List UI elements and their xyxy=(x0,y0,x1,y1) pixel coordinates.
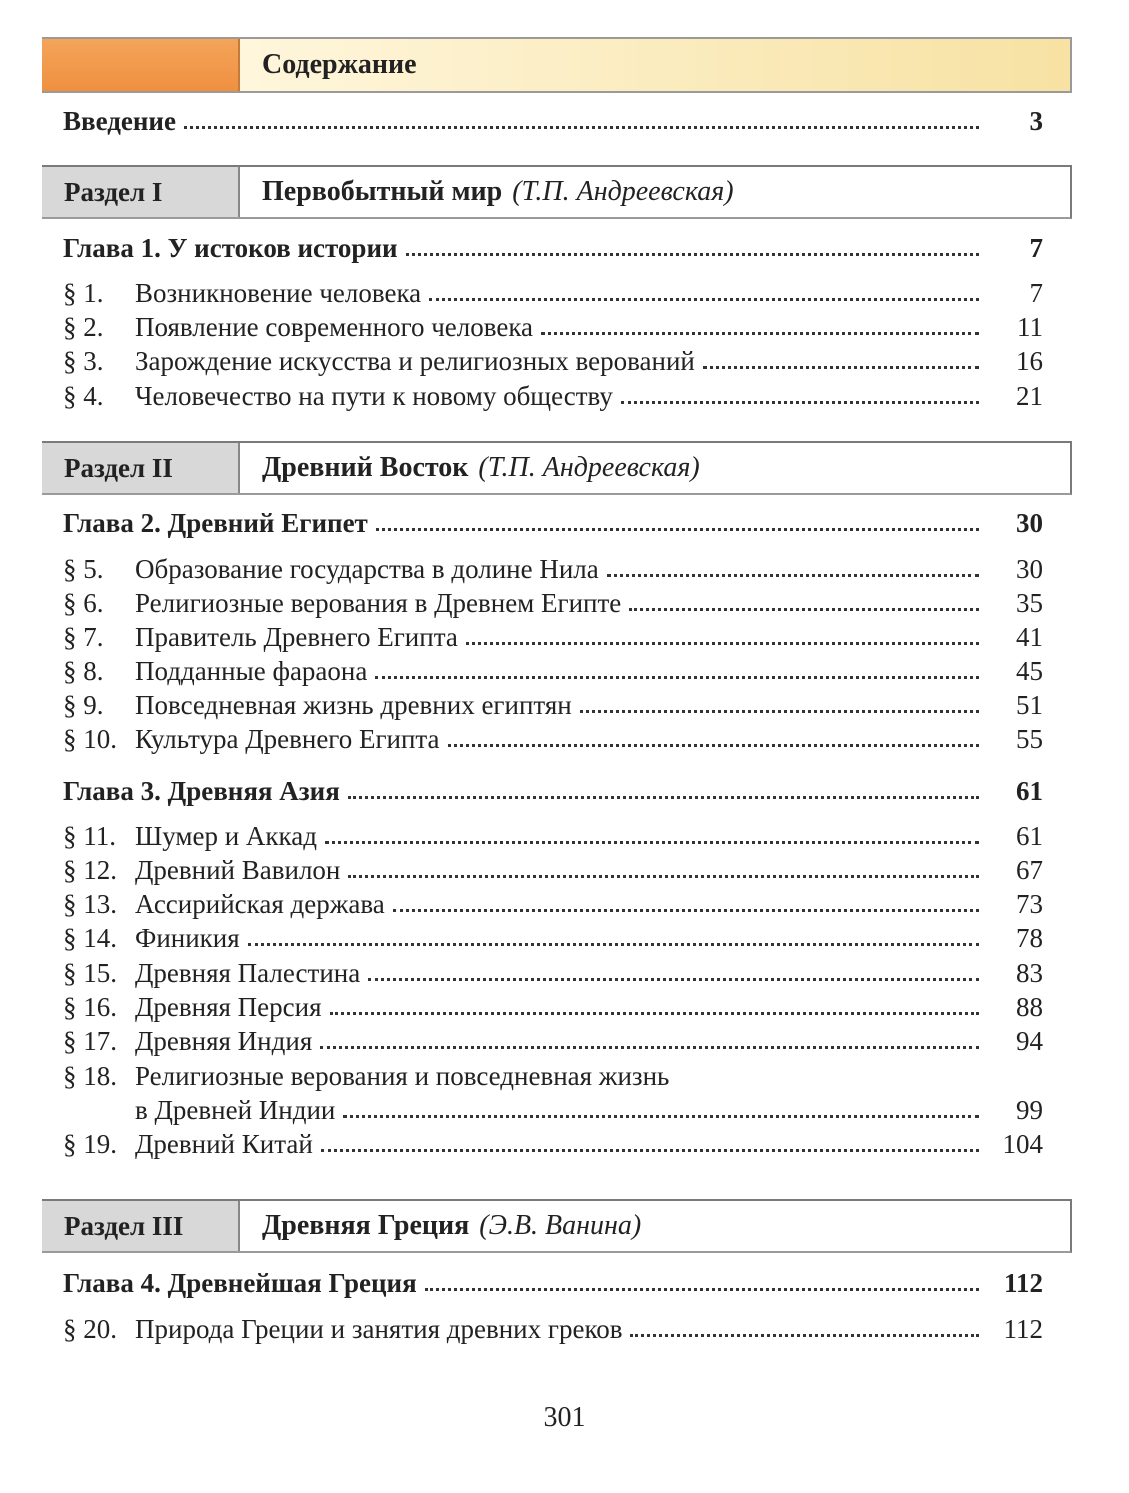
paragraph-number: § 1. xyxy=(63,278,104,308)
toc-title: Содержание xyxy=(240,39,1070,91)
paragraph-title: Древний Вавилон xyxy=(135,855,341,885)
paragraph-number: § 3. xyxy=(63,346,104,376)
chapter-page: 112 xyxy=(1003,1268,1043,1298)
leader-dots xyxy=(184,126,979,129)
section-bar-3 xyxy=(42,1199,1072,1253)
paragraph-title: Подданные фараона xyxy=(135,656,368,686)
paragraph-title: Повседневная жизнь древних египтян xyxy=(135,690,572,720)
paragraph-row[interactable] xyxy=(63,921,1043,955)
leader-dots xyxy=(348,796,979,799)
chapter-page: 61 xyxy=(1016,776,1043,806)
intro-label: Введение xyxy=(63,106,176,136)
chapter-label: Глава 1. У истоков истории xyxy=(63,233,398,263)
paragraph-title: Правитель Древнего Египта xyxy=(135,622,458,652)
paragraph-page: 94 xyxy=(1016,1026,1043,1056)
section-author: (Т.П. Андреевская) xyxy=(478,452,700,483)
leader-dots xyxy=(629,608,979,611)
page-number: 301 xyxy=(543,1402,586,1433)
paragraph-page: 104 xyxy=(1002,1129,1043,1159)
leader-dots xyxy=(406,253,979,256)
leader-dots xyxy=(368,978,979,981)
paragraph-page: 55 xyxy=(1016,724,1043,754)
paragraph-title: Древняя Индия xyxy=(135,1026,313,1056)
paragraph-number: § 5. xyxy=(63,554,104,584)
paragraph-page: 16 xyxy=(1016,346,1043,376)
section-bar-1 xyxy=(42,165,1072,219)
paragraph-page: 21 xyxy=(1016,381,1043,411)
leader-dots xyxy=(429,298,979,301)
paragraph-number: § 10. xyxy=(63,724,117,754)
chapter-label: Глава 2. Древний Египет xyxy=(63,508,368,538)
paragraph-number: § 13. xyxy=(63,889,117,919)
paragraph-number: § 12. xyxy=(63,855,117,885)
paragraph-title: Религиозные верования в Древнем Египте xyxy=(135,588,622,618)
paragraph-row[interactable] xyxy=(63,1312,1043,1346)
paragraph-number: § 19. xyxy=(63,1129,117,1159)
paragraph-page: 67 xyxy=(1016,855,1043,885)
paragraph-page: 78 xyxy=(1016,923,1043,953)
chapter-label: Глава 4. Древнейшая Греция xyxy=(63,1268,417,1298)
paragraph-row[interactable] xyxy=(63,1024,1043,1058)
paragraph-number: § 7. xyxy=(63,622,104,652)
paragraph-page: 73 xyxy=(1016,889,1043,919)
paragraph-row-continued[interactable] xyxy=(63,1093,1043,1127)
chapter-label: Глава 3. Древняя Азия xyxy=(63,776,340,806)
paragraph-page: 51 xyxy=(1016,690,1043,720)
paragraph-title: Зарождение искусства и религиозных верований xyxy=(135,346,695,376)
chapter-page: 30 xyxy=(1016,508,1043,538)
paragraph-row[interactable] xyxy=(63,344,1043,378)
paragraph-row[interactable] xyxy=(63,379,1043,413)
leader-dots xyxy=(393,909,979,912)
paragraph-title: Возникновение человека xyxy=(135,278,422,308)
leader-dots xyxy=(621,401,979,404)
paragraph-number: § 18. xyxy=(63,1061,117,1091)
paragraph-row[interactable] xyxy=(63,887,1043,921)
section-title: Древний Восток xyxy=(262,452,469,483)
chapter-row-1[interactable] xyxy=(63,231,1043,265)
paragraph-number: § 4. xyxy=(63,381,104,411)
paragraph-row[interactable] xyxy=(63,586,1043,620)
chapter-row-3[interactable] xyxy=(63,774,1043,808)
paragraph-number: § 14. xyxy=(63,923,117,953)
paragraph-number: § 2. xyxy=(63,312,104,342)
paragraph-number: § 11. xyxy=(63,821,116,851)
paragraph-page: 61 xyxy=(1016,821,1043,851)
paragraph-row[interactable] xyxy=(63,1059,1043,1093)
paragraph-row[interactable] xyxy=(63,620,1043,654)
paragraph-title: Религиозные верования и повседневная жизнь xyxy=(135,1061,670,1091)
paragraph-title: Человечество на пути к новому обществу xyxy=(135,381,613,411)
paragraph-page: 30 xyxy=(1016,554,1043,584)
paragraph-page: 88 xyxy=(1016,992,1043,1022)
chapter-row-2[interactable] xyxy=(63,506,1043,540)
paragraph-page: 11 xyxy=(1017,312,1043,342)
leader-dots xyxy=(448,744,979,747)
leader-dots xyxy=(330,1012,979,1015)
paragraph-title: Древняя Палестина xyxy=(135,958,361,988)
section-title: Первобытный мир xyxy=(262,176,503,207)
section-heading xyxy=(240,1201,1070,1251)
section-label: Раздел I xyxy=(42,167,240,217)
toc-title-bar xyxy=(42,37,1072,93)
paragraph-title-continued: в Древней Индии xyxy=(135,1095,336,1125)
paragraph-page: 7 xyxy=(1029,278,1043,308)
leader-dots xyxy=(580,710,979,713)
paragraph-number: § 8. xyxy=(63,656,104,686)
leader-dots xyxy=(703,366,979,369)
section-title: Древняя Греция xyxy=(262,1210,470,1241)
paragraph-page: 112 xyxy=(1003,1314,1043,1344)
leader-dots xyxy=(375,676,979,679)
leader-dots xyxy=(425,1288,979,1291)
paragraph-row[interactable] xyxy=(63,853,1043,887)
leader-dots xyxy=(325,841,979,844)
leader-dots xyxy=(630,1334,979,1337)
title-accent-block xyxy=(42,39,240,91)
paragraph-row[interactable] xyxy=(63,310,1043,344)
paragraph-title: Ассирийская держава xyxy=(135,889,385,919)
paragraph-number: § 6. xyxy=(63,588,104,618)
paragraph-number: § 16. xyxy=(63,992,117,1022)
chapter-page: 7 xyxy=(1029,233,1043,263)
section-heading xyxy=(240,167,1070,217)
leader-dots xyxy=(321,1149,979,1152)
paragraph-page: 83 xyxy=(1016,958,1043,988)
paragraph-row[interactable] xyxy=(63,722,1043,756)
section-heading xyxy=(240,443,1070,493)
paragraph-number: § 9. xyxy=(63,690,104,720)
paragraph-title: Образование государства в долине Нила xyxy=(135,554,599,584)
paragraph-title: Древняя Персия xyxy=(135,992,322,1022)
intro-row[interactable] xyxy=(63,104,1043,138)
paragraph-title: Природа Греции и занятия древних греков xyxy=(135,1314,623,1344)
paragraph-row[interactable] xyxy=(63,956,1043,990)
paragraph-row[interactable] xyxy=(63,276,1043,310)
leader-dots xyxy=(320,1046,979,1049)
paragraph-title: Культура Древнего Египта xyxy=(135,724,440,754)
paragraph-row[interactable] xyxy=(63,819,1043,853)
leader-dots xyxy=(607,574,979,577)
paragraph-number: § 20. xyxy=(63,1314,117,1344)
leader-dots xyxy=(248,943,979,946)
paragraph-page: 99 xyxy=(1016,1095,1043,1125)
paragraph-page: 35 xyxy=(1016,588,1043,618)
paragraph-title: Финикия xyxy=(135,923,240,953)
section-label: Раздел II xyxy=(42,443,240,493)
leader-dots xyxy=(376,528,979,531)
paragraph-page: 45 xyxy=(1016,656,1043,686)
section-author: (Э.В. Ванина) xyxy=(479,1210,642,1241)
section-author: (Т.П. Андреевская) xyxy=(512,176,734,207)
paragraph-page: 41 xyxy=(1016,622,1043,652)
paragraph-title: Шумер и Аккад xyxy=(135,821,317,851)
leader-dots xyxy=(343,1115,979,1118)
leader-dots xyxy=(541,332,979,335)
paragraph-row[interactable] xyxy=(63,990,1043,1024)
paragraph-row[interactable] xyxy=(63,654,1043,688)
paragraph-row[interactable] xyxy=(63,1127,1043,1161)
intro-page: 3 xyxy=(1029,106,1043,136)
paragraph-row[interactable] xyxy=(63,552,1043,586)
leader-dots xyxy=(466,642,979,645)
section-label: Раздел III xyxy=(42,1201,240,1251)
chapter-row-4[interactable] xyxy=(63,1266,1043,1300)
paragraph-number: § 15. xyxy=(63,958,117,988)
paragraph-title: Древний Китай xyxy=(135,1129,313,1159)
paragraph-row[interactable] xyxy=(63,688,1043,722)
paragraph-number: § 17. xyxy=(63,1026,117,1056)
leader-dots xyxy=(348,875,979,878)
section-bar-2 xyxy=(42,441,1072,495)
paragraph-title: Появление современного человека xyxy=(135,312,534,342)
